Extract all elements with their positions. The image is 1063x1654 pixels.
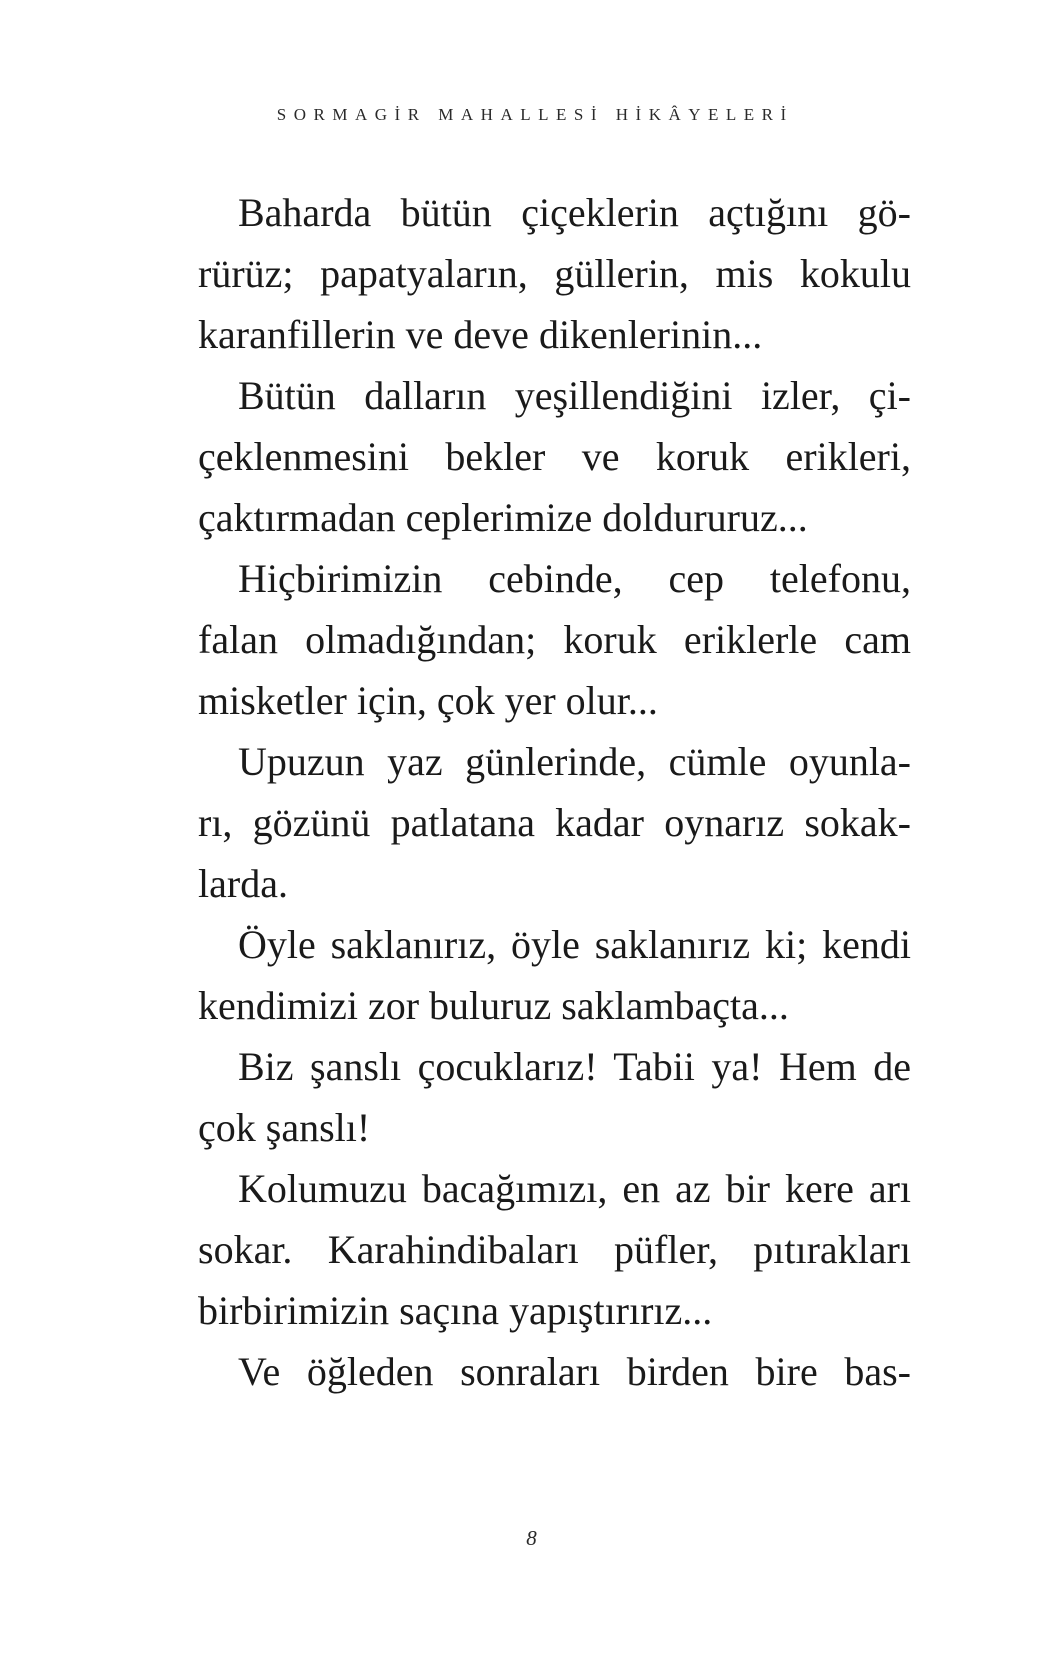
text-line: Biz şanslı çocuklarız! Tabii ya! Hem de [238,1044,911,1089]
running-header: SORMAGİR MAHALLESİ HİKÂYELERİ [276,105,794,124]
text-line: çok şanslı! [198,1105,371,1150]
text-line: birbirimizin saçına yapıştırırız... [198,1288,713,1333]
text-line: Ve öğleden sonraları birden bire bas- [238,1349,911,1394]
body-text [198,182,911,1402]
text-line: Baharda bütün çiçeklerin açtığını gö- [238,190,911,235]
text-line: misketler için, çok yer olur... [198,678,658,723]
text-line: rı, gözünü patlatana kadar oynarız sokak- [198,800,911,845]
text-line: Upuzun yaz günlerinde, cümle oyunla- [238,739,911,784]
text-line: sokar. Karahindibaları püfler, pıtırakları [198,1227,911,1272]
text-line: kendimizi zor buluruz saklambaçta... [198,983,789,1028]
text-line: Bütün dalların yeşillendiğini izler, çi- [238,373,911,418]
text-line: Kolumuzu bacağımızı, en az bir kere arı [238,1166,911,1211]
text-line: çeklenmesini bekler ve koruk erikleri, [198,434,911,479]
text-line: karanfillerin ve deve dikenlerinin... [198,312,763,357]
text-line: çaktırmadan ceplerimize doldururuz... [198,495,808,540]
text-line: falan olmadığından; koruk eriklerle cam [198,617,911,662]
text-line: larda. [198,861,288,906]
text-line: Öyle saklanırız, öyle saklanırız ki; kendi [238,922,911,967]
page-number: 8 [526,1526,537,1550]
text-line: rürüz; papatyaların, güllerin, mis kokulu [198,251,911,296]
text-line: Hiçbirimizin cebinde, cep telefonu, [238,556,911,601]
